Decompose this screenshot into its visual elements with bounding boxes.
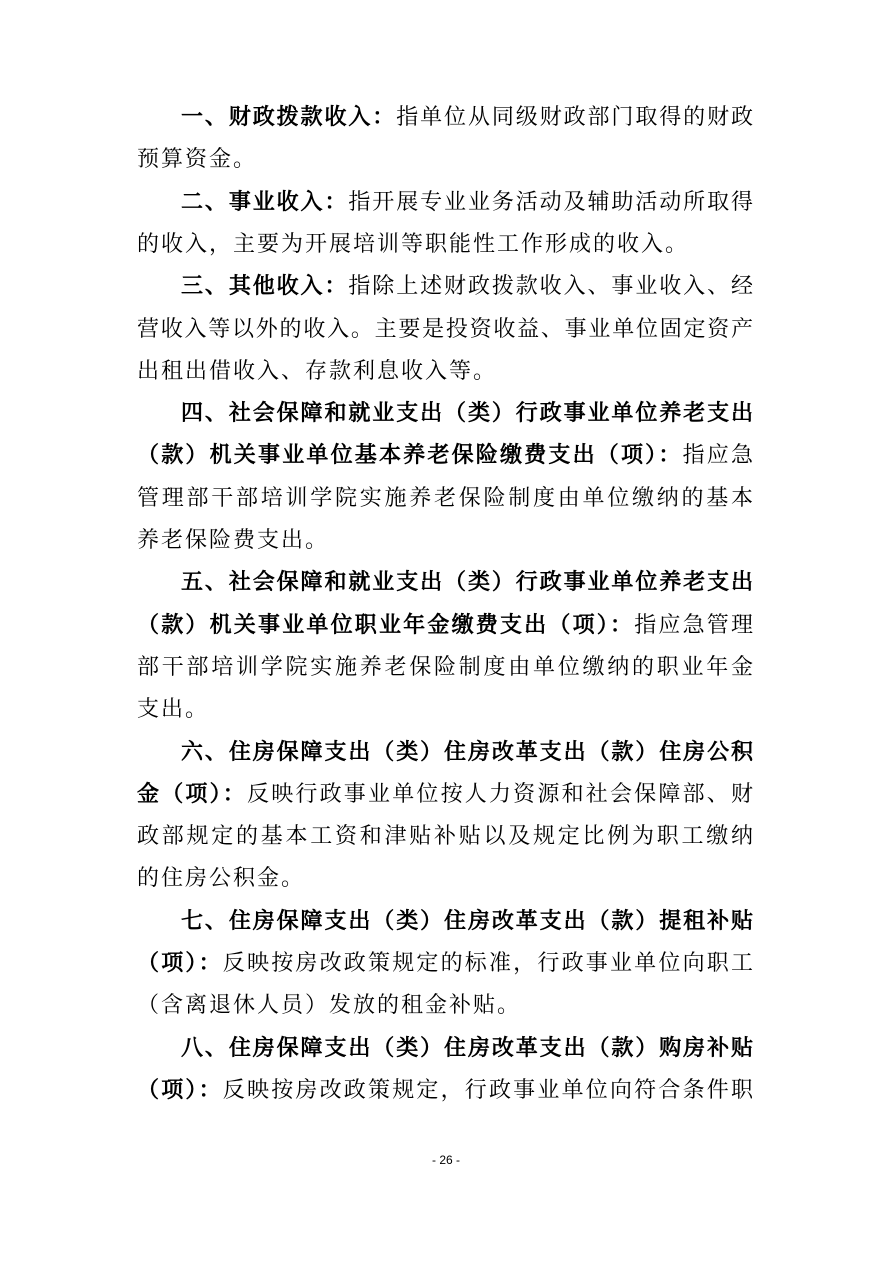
body-text-span: 反映按房改政策规定，行政事业单位向符合条件职 xyxy=(222,1077,753,1103)
paragraph-line xyxy=(181,399,753,429)
bold-heading-text: 二、事业收入： xyxy=(181,189,349,215)
paragraph-line xyxy=(137,357,753,387)
body-text-span: 预算资金。 xyxy=(137,147,258,173)
bold-heading-text: （款）机关事业单位职业年金缴费支出（项）： xyxy=(137,612,635,638)
paragraph-line xyxy=(181,103,753,133)
paragraph-line xyxy=(137,441,753,471)
bold-heading-text: （款）机关事业单位基本养老保险缴费支出（项）： xyxy=(137,443,683,469)
bold-heading-text: 五、社会保障和就业支出（类）行政事业单位养老支出 xyxy=(181,570,753,596)
paragraph-line xyxy=(181,188,753,218)
bold-heading-text: 八、住房保障支出（类）住房改革支出（款）购房补贴 xyxy=(181,1035,753,1061)
body-text-span: 反映按房改政策规定的标准，行政事业单位向职工 xyxy=(222,951,753,976)
page-number: - 26 - xyxy=(431,1153,460,1167)
paragraph-line xyxy=(137,653,753,683)
paragraph-line xyxy=(181,568,753,598)
paragraph-line xyxy=(137,526,753,556)
body-text-span: 养老保险费支出。 xyxy=(137,528,330,553)
body-text-span: 反映行政事业单位按人力资源和社会保障部、财 xyxy=(247,781,753,807)
paragraph-line xyxy=(137,315,753,345)
paragraph-line xyxy=(137,145,753,175)
paragraph-line xyxy=(181,1034,753,1064)
paragraph-line xyxy=(181,907,753,937)
paragraph-line xyxy=(137,484,753,514)
paragraph-line xyxy=(137,822,753,852)
paragraph-line xyxy=(137,1076,753,1106)
body-text-span: 指除上述财政拨款收入、事业收入、经 xyxy=(348,274,753,300)
paragraph-line xyxy=(137,780,753,810)
paragraph-line xyxy=(137,864,753,894)
body-text-span: 指应急 xyxy=(682,443,753,469)
paragraph-line xyxy=(137,230,753,260)
body-text-span: 出租出借收入、存款利息收入等。 xyxy=(137,358,498,384)
body-text-span: 指单位从同级财政部门取得的财政 xyxy=(396,105,753,130)
bold-heading-text: （项）： xyxy=(137,951,223,976)
body-text-span: 的住房公积金。 xyxy=(137,866,306,892)
bold-heading-text: 三、其他收入： xyxy=(181,274,349,300)
body-text-span: 部干部培训学院实施养老保险制度由单位缴纳的职业年金 xyxy=(137,654,753,680)
bold-heading-text: 金（项）： xyxy=(137,781,247,807)
bold-heading-text: 六、住房保障支出（类）住房改革支出（款）住房公积 xyxy=(181,739,753,765)
body-text-span: 营收入等以外的收入。主要是投资收益、事业单位固定资产 xyxy=(137,316,753,342)
bold-heading-text: 一、财政拨款收入： xyxy=(181,105,397,130)
body-text-span: 管理部干部培训学院实施养老保险制度由单位缴纳的基本 xyxy=(137,485,753,511)
bold-heading-text: （项）： xyxy=(137,1077,223,1103)
paragraph-line xyxy=(137,611,753,641)
body-text-span: 的收入，主要为开展培训等职能性工作形成的收入。 xyxy=(137,231,690,257)
paragraph-line xyxy=(137,949,753,979)
bold-heading-text: 七、住房保障支出（类）住房改革支出（款）提租补贴 xyxy=(181,908,753,934)
bold-heading-text: 四、社会保障和就业支出（类）行政事业单位养老支出 xyxy=(181,401,753,427)
paragraph-line xyxy=(181,738,753,768)
paragraph-line xyxy=(181,272,753,302)
paragraph-line xyxy=(137,991,753,1021)
body-text-span: 支出。 xyxy=(137,697,210,723)
body-text-span: （含离退休人员）发放的租金补贴。 xyxy=(137,993,522,1019)
body-text-span: 政部规定的基本工资和津贴补贴以及规定比例为职工缴纳 xyxy=(137,824,753,850)
body-text-span: 指开展专业业务活动及辅助活动所取得 xyxy=(348,189,753,215)
paragraph-line xyxy=(137,695,753,725)
body-text-span: 指应急管理 xyxy=(634,612,753,638)
